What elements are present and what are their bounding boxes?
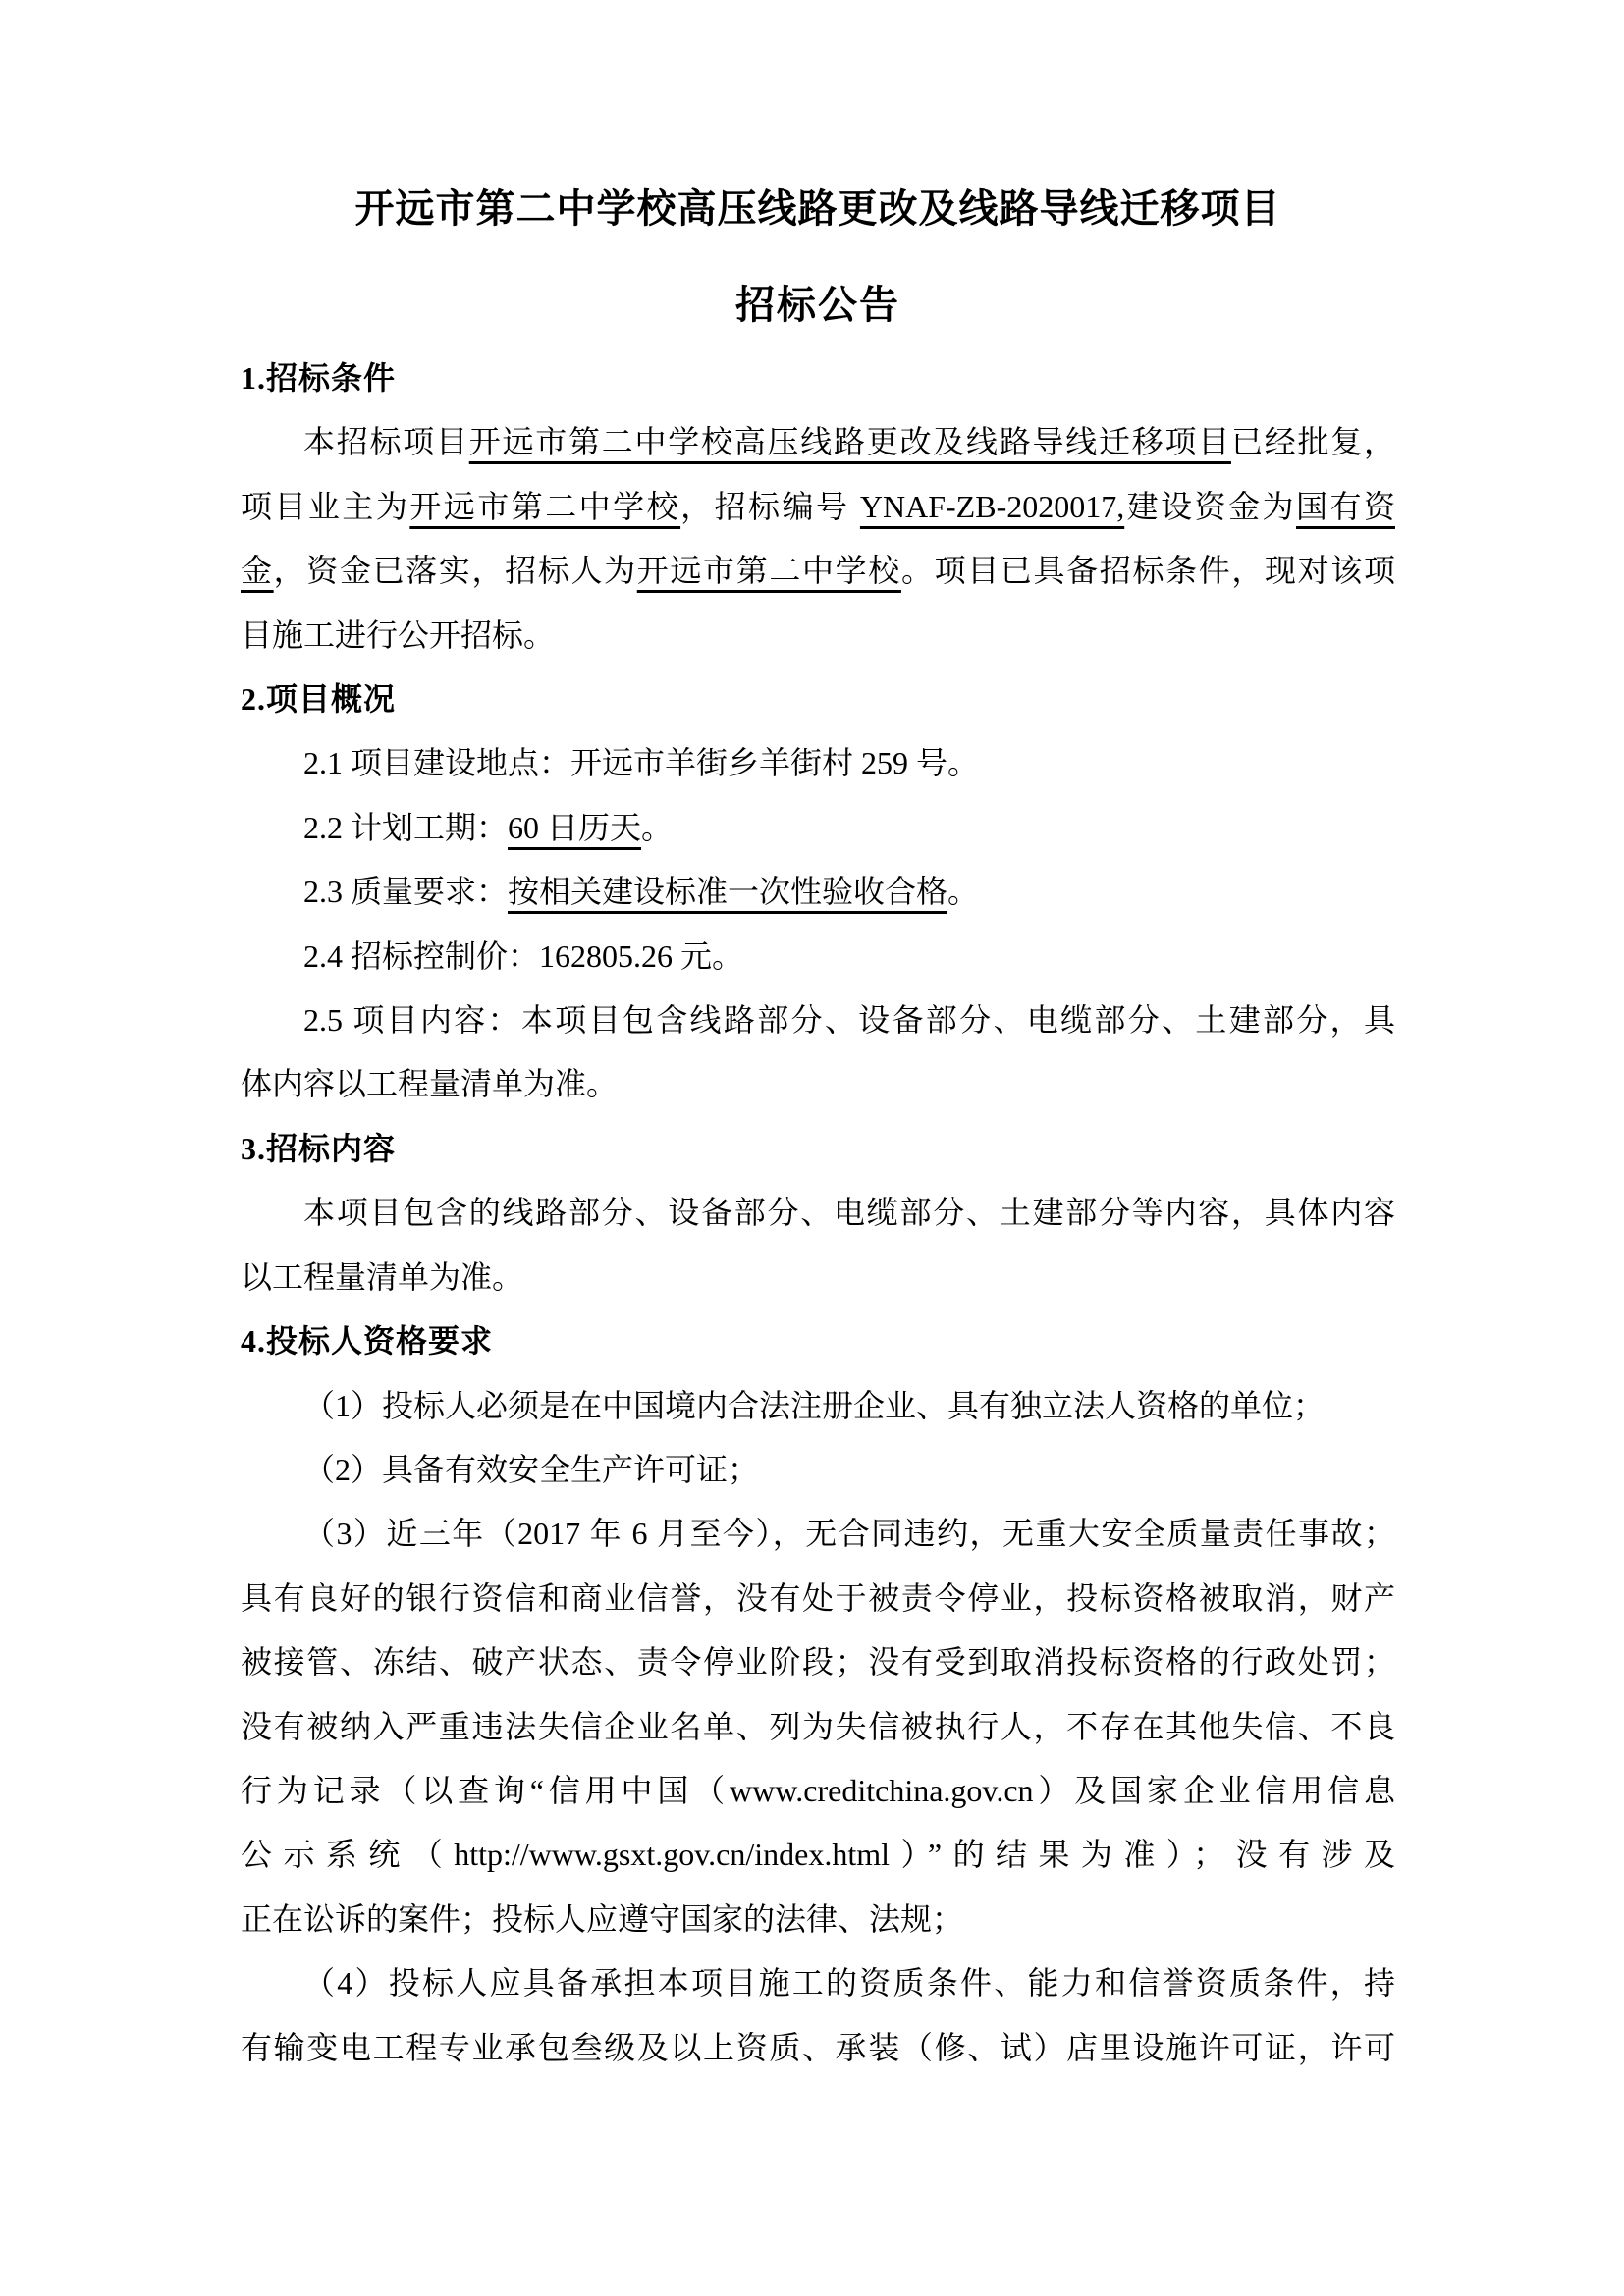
text-line <box>241 1823 1395 1887</box>
text-segment: 2.4 招标控制价：162805.26 元。 <box>303 937 744 974</box>
text-segment: 有输变电工程专业承包叁级及以上资质、承装（修、试）店里设施许可证，许可 <box>241 2029 1395 2065</box>
text-line <box>241 860 1395 924</box>
text-line <box>241 410 1395 474</box>
text-segment: 2.2 计划工期： <box>303 809 509 845</box>
text-line <box>241 1888 1395 1951</box>
text-line <box>241 925 1395 988</box>
underlined-text: 开远市第二中学校高压线路更改及线路导线迁移项目 <box>468 424 1231 460</box>
text-segment: 本项目包含的线路部分、设备部分、电缆部分、土建部分等内容，具体内容 <box>303 1195 1395 1231</box>
text-segment: 没有被纳入严重违法失信企业名单、列为失信被执行人，不存在其他失信、不良 <box>241 1708 1395 1744</box>
text-segment: 本招标项目 <box>303 424 469 460</box>
text-segment: 。 <box>947 874 980 910</box>
text-segment: ，资金已落实，招标人为 <box>273 553 637 589</box>
section-heading: 3.招标内容 <box>241 1130 397 1166</box>
text-line <box>241 1630 1395 1694</box>
text-line <box>241 475 1395 539</box>
text-segment: （2）具备有效安全生产许可证； <box>303 1451 760 1487</box>
text-line <box>241 604 1395 667</box>
text-segment: 2.5 项目内容：本项目包含线路部分、设备部分、电缆部分、土建部分，具 <box>303 1002 1395 1039</box>
text-line <box>241 1438 1395 1502</box>
section-heading: 4.投标人资格要求 <box>241 1323 494 1360</box>
text-line <box>241 1759 1395 1823</box>
text-segment: （4）投标人应具备承担本项目施工的资质条件、能力和信誉资质条件，持 <box>303 1965 1395 2002</box>
text-segment: 2.1 项目建设地点：开远市羊街乡羊街村 259 号。 <box>303 745 980 781</box>
text-line <box>241 1695 1395 1759</box>
text-line <box>241 796 1395 860</box>
text-segment: 正在讼诉的案件；投标人应遵守国家的法律、法规； <box>241 1900 964 1937</box>
text-line <box>241 1374 1395 1438</box>
text-segment: 。 <box>641 809 674 845</box>
text-line <box>241 988 1395 1052</box>
section-heading: 1.招标条件 <box>241 360 397 396</box>
document-subtitle: 招标公告 <box>735 283 900 327</box>
text-segment: 2.3 质量要求： <box>303 874 509 910</box>
document-body <box>241 347 1395 2080</box>
underlined-text: 国有资 <box>1296 488 1395 524</box>
underlined-text: 开远市第二中学校 <box>409 488 681 524</box>
text-line <box>241 1502 1395 1566</box>
document-title: 开远市第二中学校高压线路更改及线路导线迁移项目 <box>354 187 1281 231</box>
text-segment: 项目业主为 <box>241 488 410 524</box>
text-segment: 体内容以工程量清单为准。 <box>241 1066 619 1102</box>
underlined-text: 开远市第二中学校 <box>636 553 901 589</box>
underlined-text: 按相关建设标准一次性验收合格 <box>508 874 948 910</box>
underlined-text: YNAF-ZB-2020017, <box>859 488 1125 524</box>
text-line <box>241 1052 1395 1116</box>
text-segment: 行为记录（以查询“信用中国（www.creditchina.gov.cn）及国家企业信用信息 <box>241 1772 1395 1808</box>
text-segment: 目施工进行公开招标。 <box>241 616 556 653</box>
text-segment: 公示系统（http://www.gsxt.gov.cn/index.html）”的结果为准）；没有涉及 <box>241 1837 1395 1873</box>
text-segment: （3）近三年（2017 年 6 月至今），无合同违约，无重大安全质量责任事故； <box>303 1516 1395 1552</box>
text-line <box>241 1567 1395 1630</box>
section-heading: 2.项目概况 <box>241 681 397 718</box>
text-line <box>241 1181 1395 1245</box>
text-segment: 以工程量清单为准。 <box>241 1258 524 1295</box>
text-segment: （1）投标人必须是在中国境内合法注册企业、具有独立法人资格的单位； <box>303 1387 1326 1423</box>
underlined-text: 60 日历天 <box>508 809 642 845</box>
underlined-text: 金 <box>241 553 274 589</box>
text-segment: 被接管、冻结、破产状态、责令停业阶段；没有受到取消投标资格的行政处罚； <box>241 1644 1395 1681</box>
text-line <box>241 2016 1395 2080</box>
text-line <box>241 1246 1395 1309</box>
text-segment: 。项目已具备招标条件，现对该项 <box>900 553 1395 589</box>
text-segment: 建设资金为 <box>1124 488 1297 524</box>
text-segment: 已经批复， <box>1230 424 1395 460</box>
text-segment: ，招标编号 <box>680 488 860 524</box>
text-segment: 具有良好的银行资信和商业信誉，没有处于被责令停业，投标资格被取消，财产 <box>241 1579 1395 1616</box>
text-line <box>241 539 1395 603</box>
text-line <box>241 1951 1395 2015</box>
text-line <box>241 731 1395 795</box>
